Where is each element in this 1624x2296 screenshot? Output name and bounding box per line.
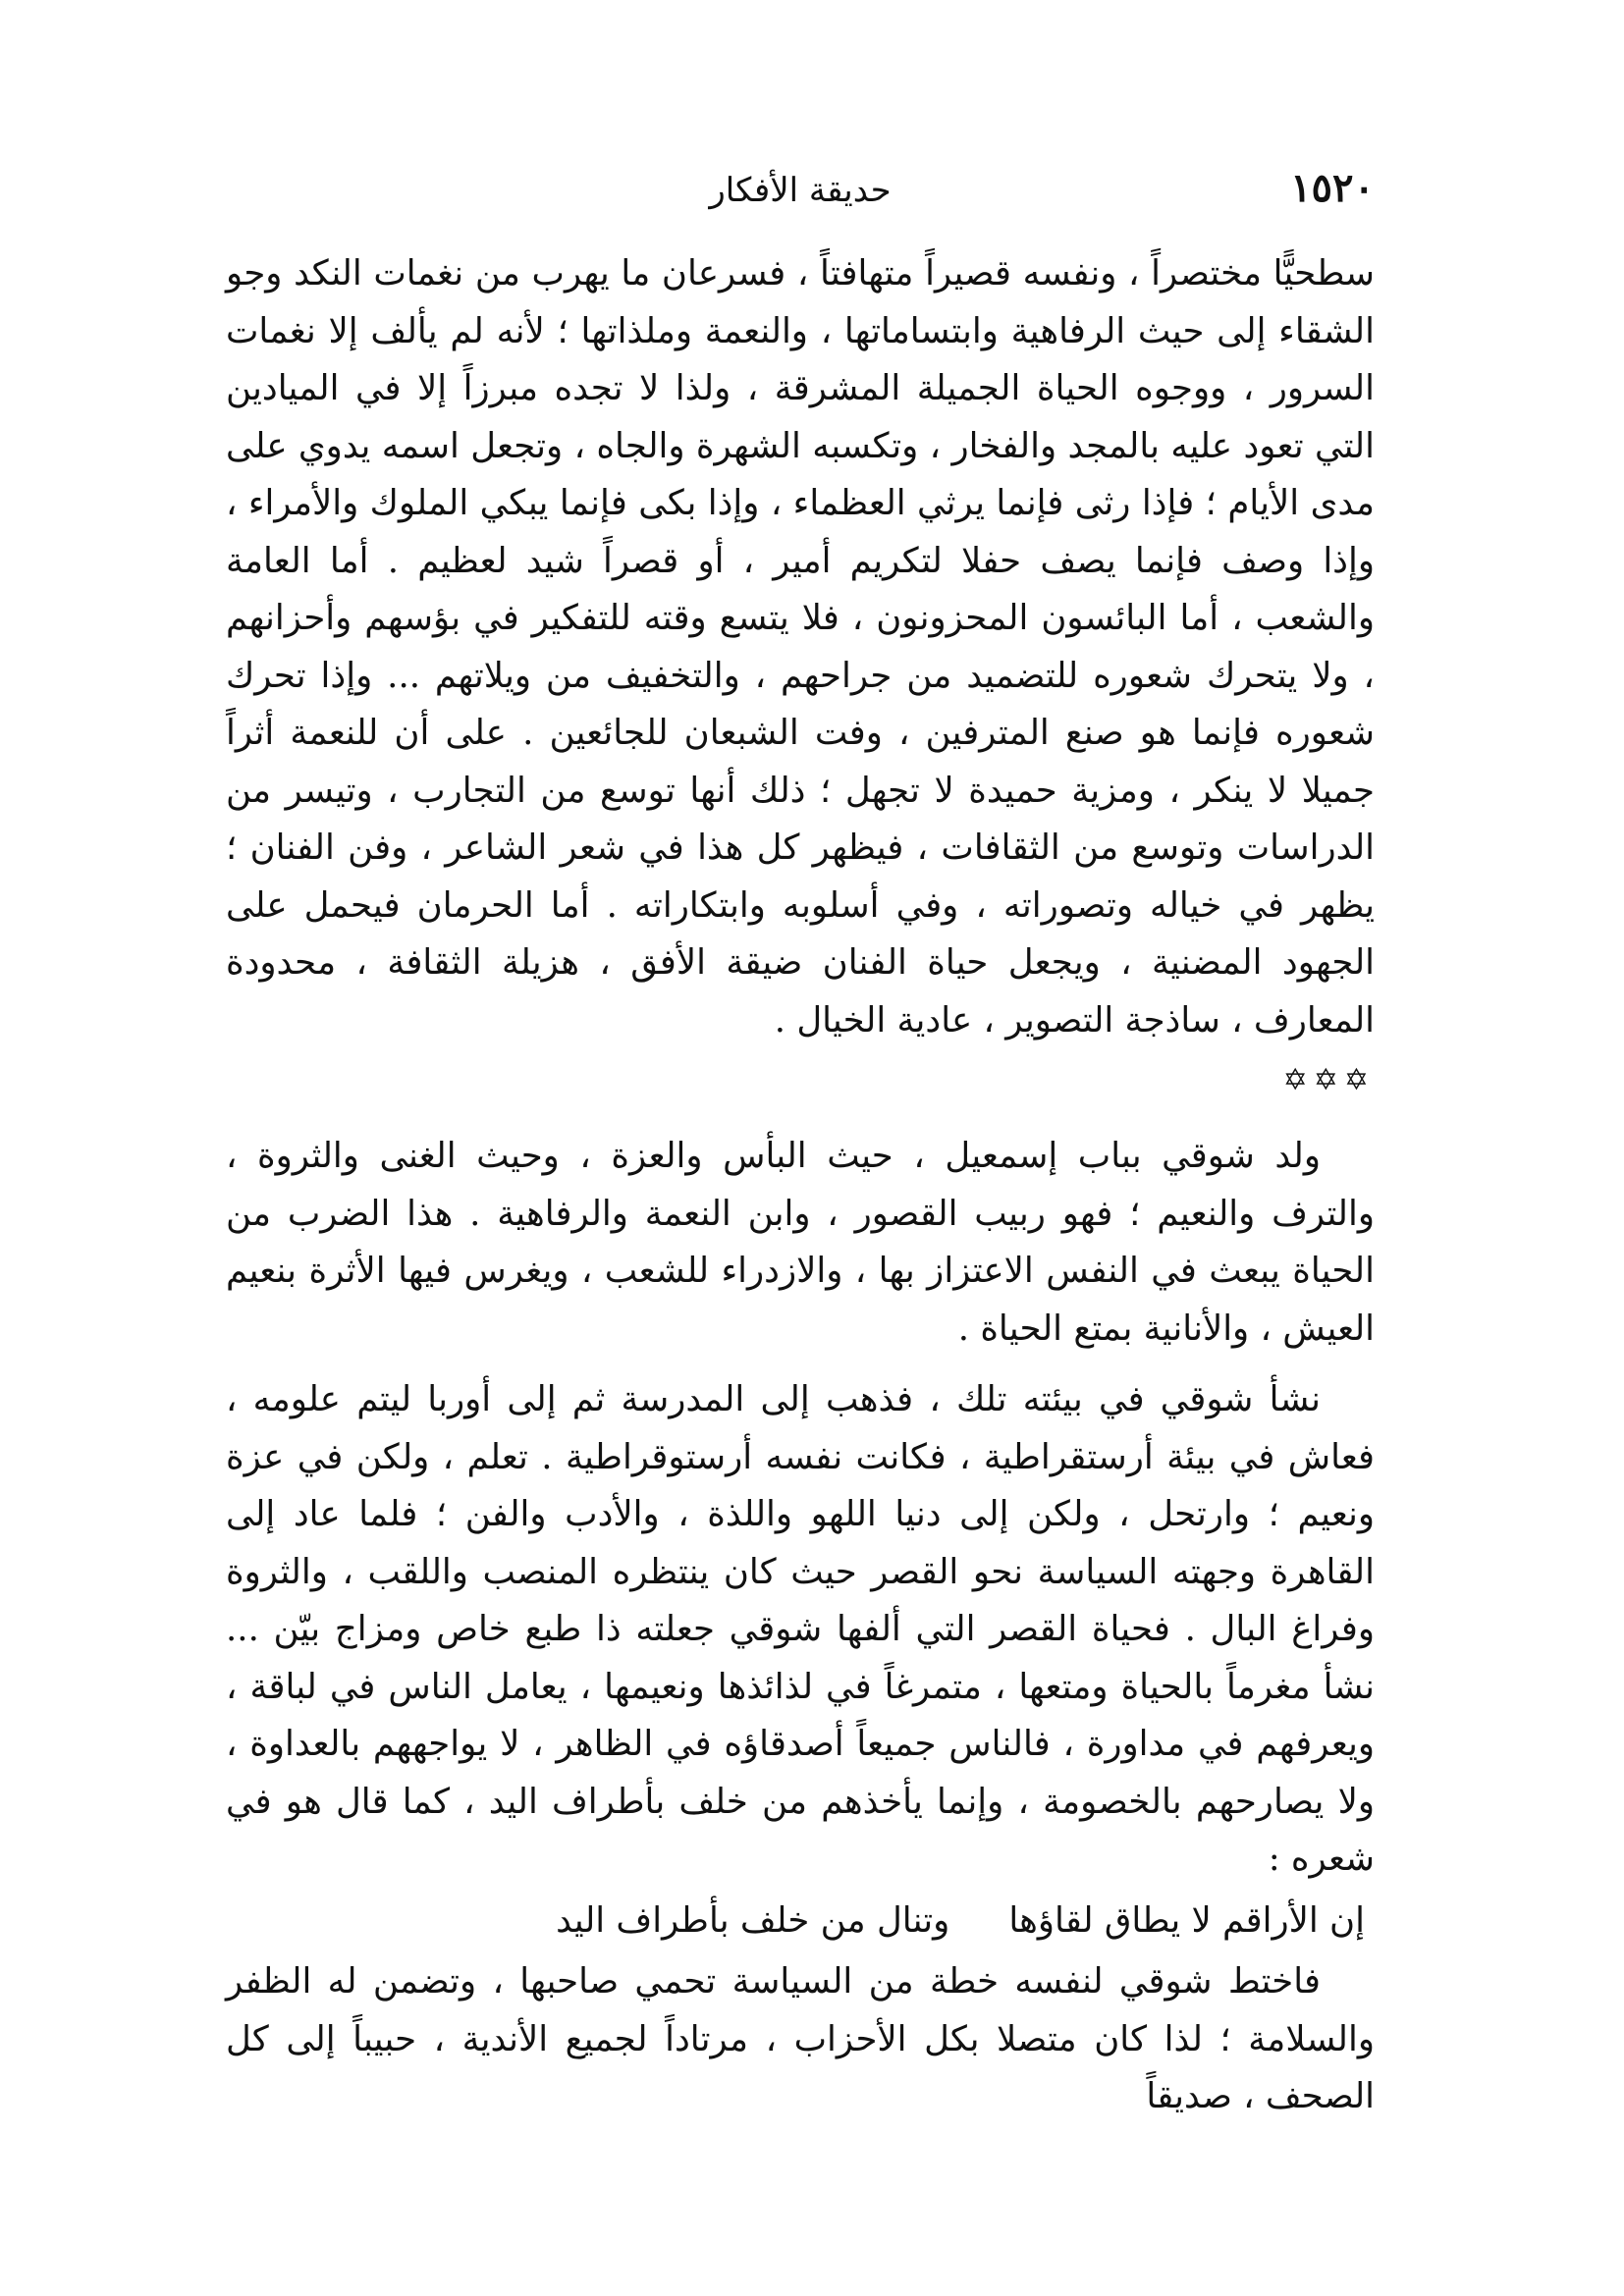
verse-hemistich-2: وتنال من خلف بأطراف اليد: [556, 1899, 950, 1941]
page-number: ١٥٢٠: [1290, 165, 1375, 211]
section-separator: ✡✡✡: [1282, 1063, 1375, 1097]
page-header: [226, 165, 1375, 234]
paragraph-3: نشأ شوقي في بيئته تلك ، فذهب إلى المدرسة ثم إلى أوربا ليتم علومه ، فعاش في بيئة أرستقراطية ، فكانت نفسه أرستوقراطية . تعلم ، ولكن في عزة ونعيم ؛ وارتحل ، ولكن إلى دنيا اللهو واللذة ، والأدب والفن ؛ فلما عاد إلى القاهرة وجهته السياسة نحو القصر حيث كان ينتظره المنصب واللقب ، والثروة وفراغ البال . فحياة القصر التي ألفها شوقي جعلته ذا طبع خاص ومزاج بيّن ... نشأ مغرماً بالحياة ومتعها ، متمرغاً في لذائذها ونعيمها ، يعامل الناس في لباقة ، ويعرفهم في مداورة ، فالناس جميعاً أصدقاؤه في الظاهر ، لا يواجههم بالعداوة ، ولا يصارحهم بالخصومة ، وإنما يأخذهم من خلف بأطراف اليد ، كما قال هو في شعره :: [226, 1379, 1375, 1879]
paragraph-2: ولد شوقي بباب إسمعيل ، حيث البأس والعزة ، وحيث الغنى والثروة ، والترف والنعيم ؛ فهو ربيب القصور ، وابن النعمة والرفاهية . هذا الضرب من الحياة يبعث في النفس الاعتزاز بها ، والازدراء للشعب ، ويغرس فيها الأثرة بنعيم العيش ، والأنانية بمتع الحياة .: [226, 1136, 1375, 1349]
paragraph-1: سطحيًّا مختصراً ، ونفسه قصيراً متهافتاً ، فسرعان ما يهرب من نغمات النكد وجو الشقاء إلى حيث الرفاهية وابتساماتها ، والنعمة وملذاتها ؛ لأنه لم يألف إلا نغمات السرور ، ووجوه الحياة الجميلة المشرقة ، ولذا لا تجده مبرزاً إلا في الميادين التي تعود عليه بالمجد والفخار ، وتكسبه الشهرة والجاه ، وتجعل اسمه يدوي على مدى الأيام ؛ فإذا رثى فإنما يرثي العظماء ، وإذا بكى فإنما يبكي الملوك والأمراء ، وإذا وصف فإنما يصف حفلا لتكريم أمير ، أو قصراً شيد لعظيم . أما العامة والشعب ، أما البائسون المحزونون ، فلا يتسع وقته للتفكير في بؤسهم وأحزانهم ، ولا يتحرك شعوره للتضميد من جراحهم ، والتخفيف من ويلاتهم ... وإذا تحرك شعوره فإنما هو صنع المترفين ، وفت الشبعان للجائعين . على أن للنعمة أثراً جميلا لا ينكر ، ومزية حميدة لا تجهل ؛ ذلك أنها توسع من التجارب ، وتيسر من الدراسات وتوسع من الثقافات ، فيظهر كل هذا في شعر الشاعر ، وفن الفنان ؛ يظهر في خياله وتصوراته ، وفي أسلوبه وابتكاراته . أما الحرمان فيحمل على الجهود المضنية ، ويجعل حياة الفنان ضيقة الأفق ، هزيلة الثقافة ، محدودة المعارف ، ساذجة التصوير ، عادية الخيال .: [226, 253, 1376, 1041]
poetry-verse: [226, 1893, 1375, 1950]
paragraph-4: فاختط شوقي لنفسه خطة من السياسة تحمي صاحبها ، وتضمن له الظفر والسلامة ؛ لذا كان متصلا بكل الأحزاب ، مرتاداً لجميع الأندية ، حبيباً إلى كل الصحف ، صديقاً: [226, 1961, 1375, 2116]
verse-hemistich-1: إن الأراقم لا يطاق لقاؤها: [1008, 1899, 1365, 1941]
body-text: [226, 245, 1375, 2126]
running-title: حديقة الأفكار: [709, 171, 892, 210]
